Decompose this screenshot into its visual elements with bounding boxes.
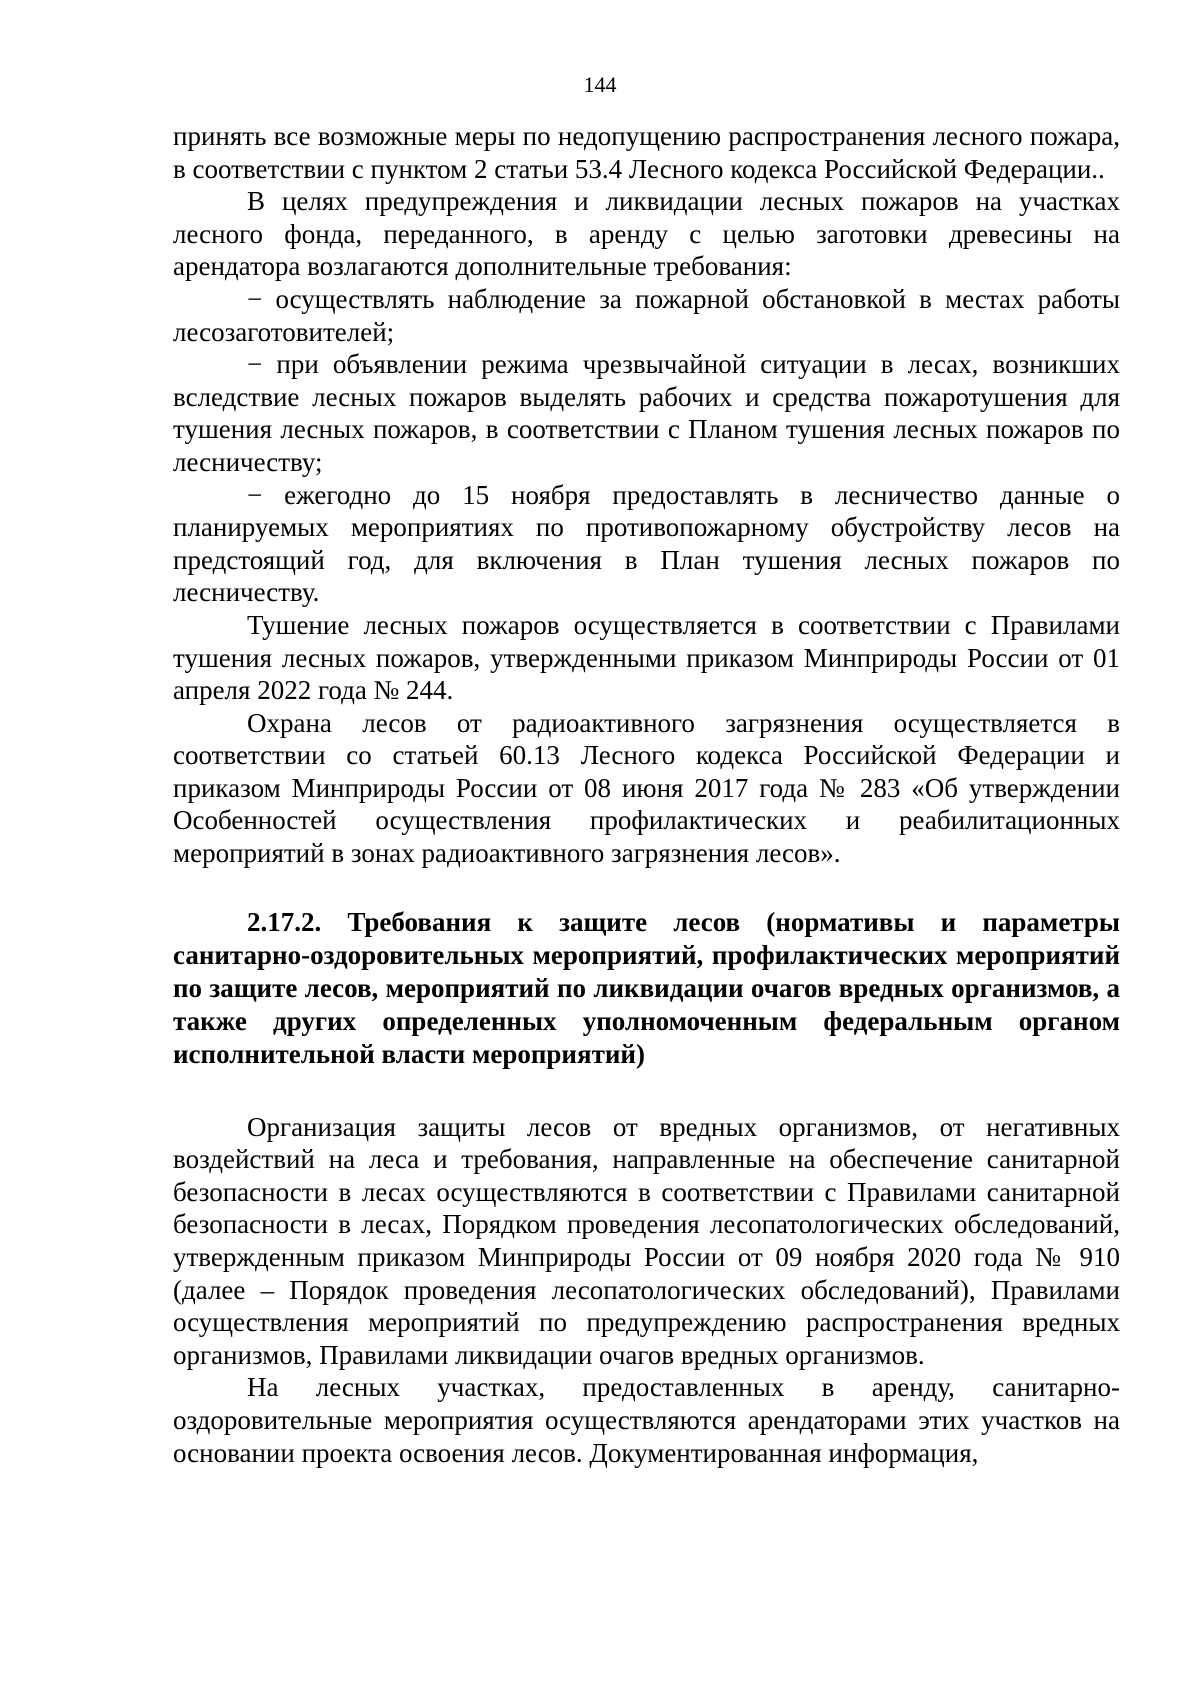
paragraph-continuation: принять все возможные меры по недопущению распространения лесного пожара, в соответствии с пунктом 2 статьи 53.4 Лесного кодекса Российской Федерации.. — [173, 121, 1120, 184]
paragraph-fire-prevention-requirements: В целях предупреждения и ликвидации лесных пожаров на участках лесного фонда, переданного, в аренду с целью заготовки древесины на арендатора возлагаются дополнительные требования: — [173, 186, 1120, 282]
list-item-emergency-resources: − при объявлении режима чрезвычайной ситуации в лесах, возникших вследствие лесных пожаров выделять рабочих и средства пожаротушения для тушения лесных пожаров, в соответствии с Планом тушения лесных пожаров по лесничеству; — [173, 349, 1120, 477]
list-item-annual-report: − ежегодно до 15 ноября предоставлять в лесничество данные о планируемых мероприятиях по противопожарному обустройству лесов на предстоящий год, для включения в План тушения лесных пожаров по лесничеству. — [173, 479, 1120, 608]
paragraph-fire-extinguishing-rules: Тушение лесных пожаров осуществляется в соответствии с Правилами тушения лесных пожаров, утвержденными приказом Минприроды России от 01 апреля 2022 года № 244. — [173, 609, 1120, 706]
paragraph-forest-protection-organization: Организация защиты лесов от вредных организмов, от негативных воздействий на леса и требования, направленные на обеспечение санитарной безопасности в лесах осуществляются в соответствии с Правилами санитарной безопасности в лесах, Порядком проведения лесопатологических обследований, утвержденным приказом Минприроды России от 09 ноября 2020 года № 910 (далее – Порядок проведения лесопатологических обследований), Правилами осуществления мероприятий по предупреждению распространения вредных организмов, Правилами ликвидации очагов вредных организмов. — [173, 1111, 1120, 1370]
document-body — [173, 120, 1120, 1469]
section-heading: 2.17.2. Требования к защите лесов (нормативы и параметры санитарно-оздоровительных мероприятий, профилактических мероприятий по защите лесов, мероприятий по ликвидации очагов вредных организмов, а также других определенных уполномоченным федеральным органом исполнительной власти мероприятий) — [173, 906, 1120, 1069]
page-number: 144 — [583, 72, 617, 97]
paragraph-radioactive-protection: Охрана лесов от радиоактивного загрязнения осуществляется в соответствии со статьей 60.13 Лесного кодекса Российской Федерации и приказом Минприроды России от 08 июня 2017 года № 283 «Об утверждении Особенностей осуществления профилактических и реабилитационных мероприятий в зонах радиоактивного загрязнения лесов». — [173, 707, 1120, 869]
list-item-fire-monitoring: − осуществлять наблюдение за пожарной обстановкой в местах работы лесозаготовителей; — [173, 283, 1120, 347]
paragraph-leased-plots: На лесных участках, предоставленных в аренду, санитарно-оздоровительные мероприятия осуществляются арендаторами этих участков на основании проекта освоения лесов. Документированная информация, — [173, 1372, 1120, 1468]
